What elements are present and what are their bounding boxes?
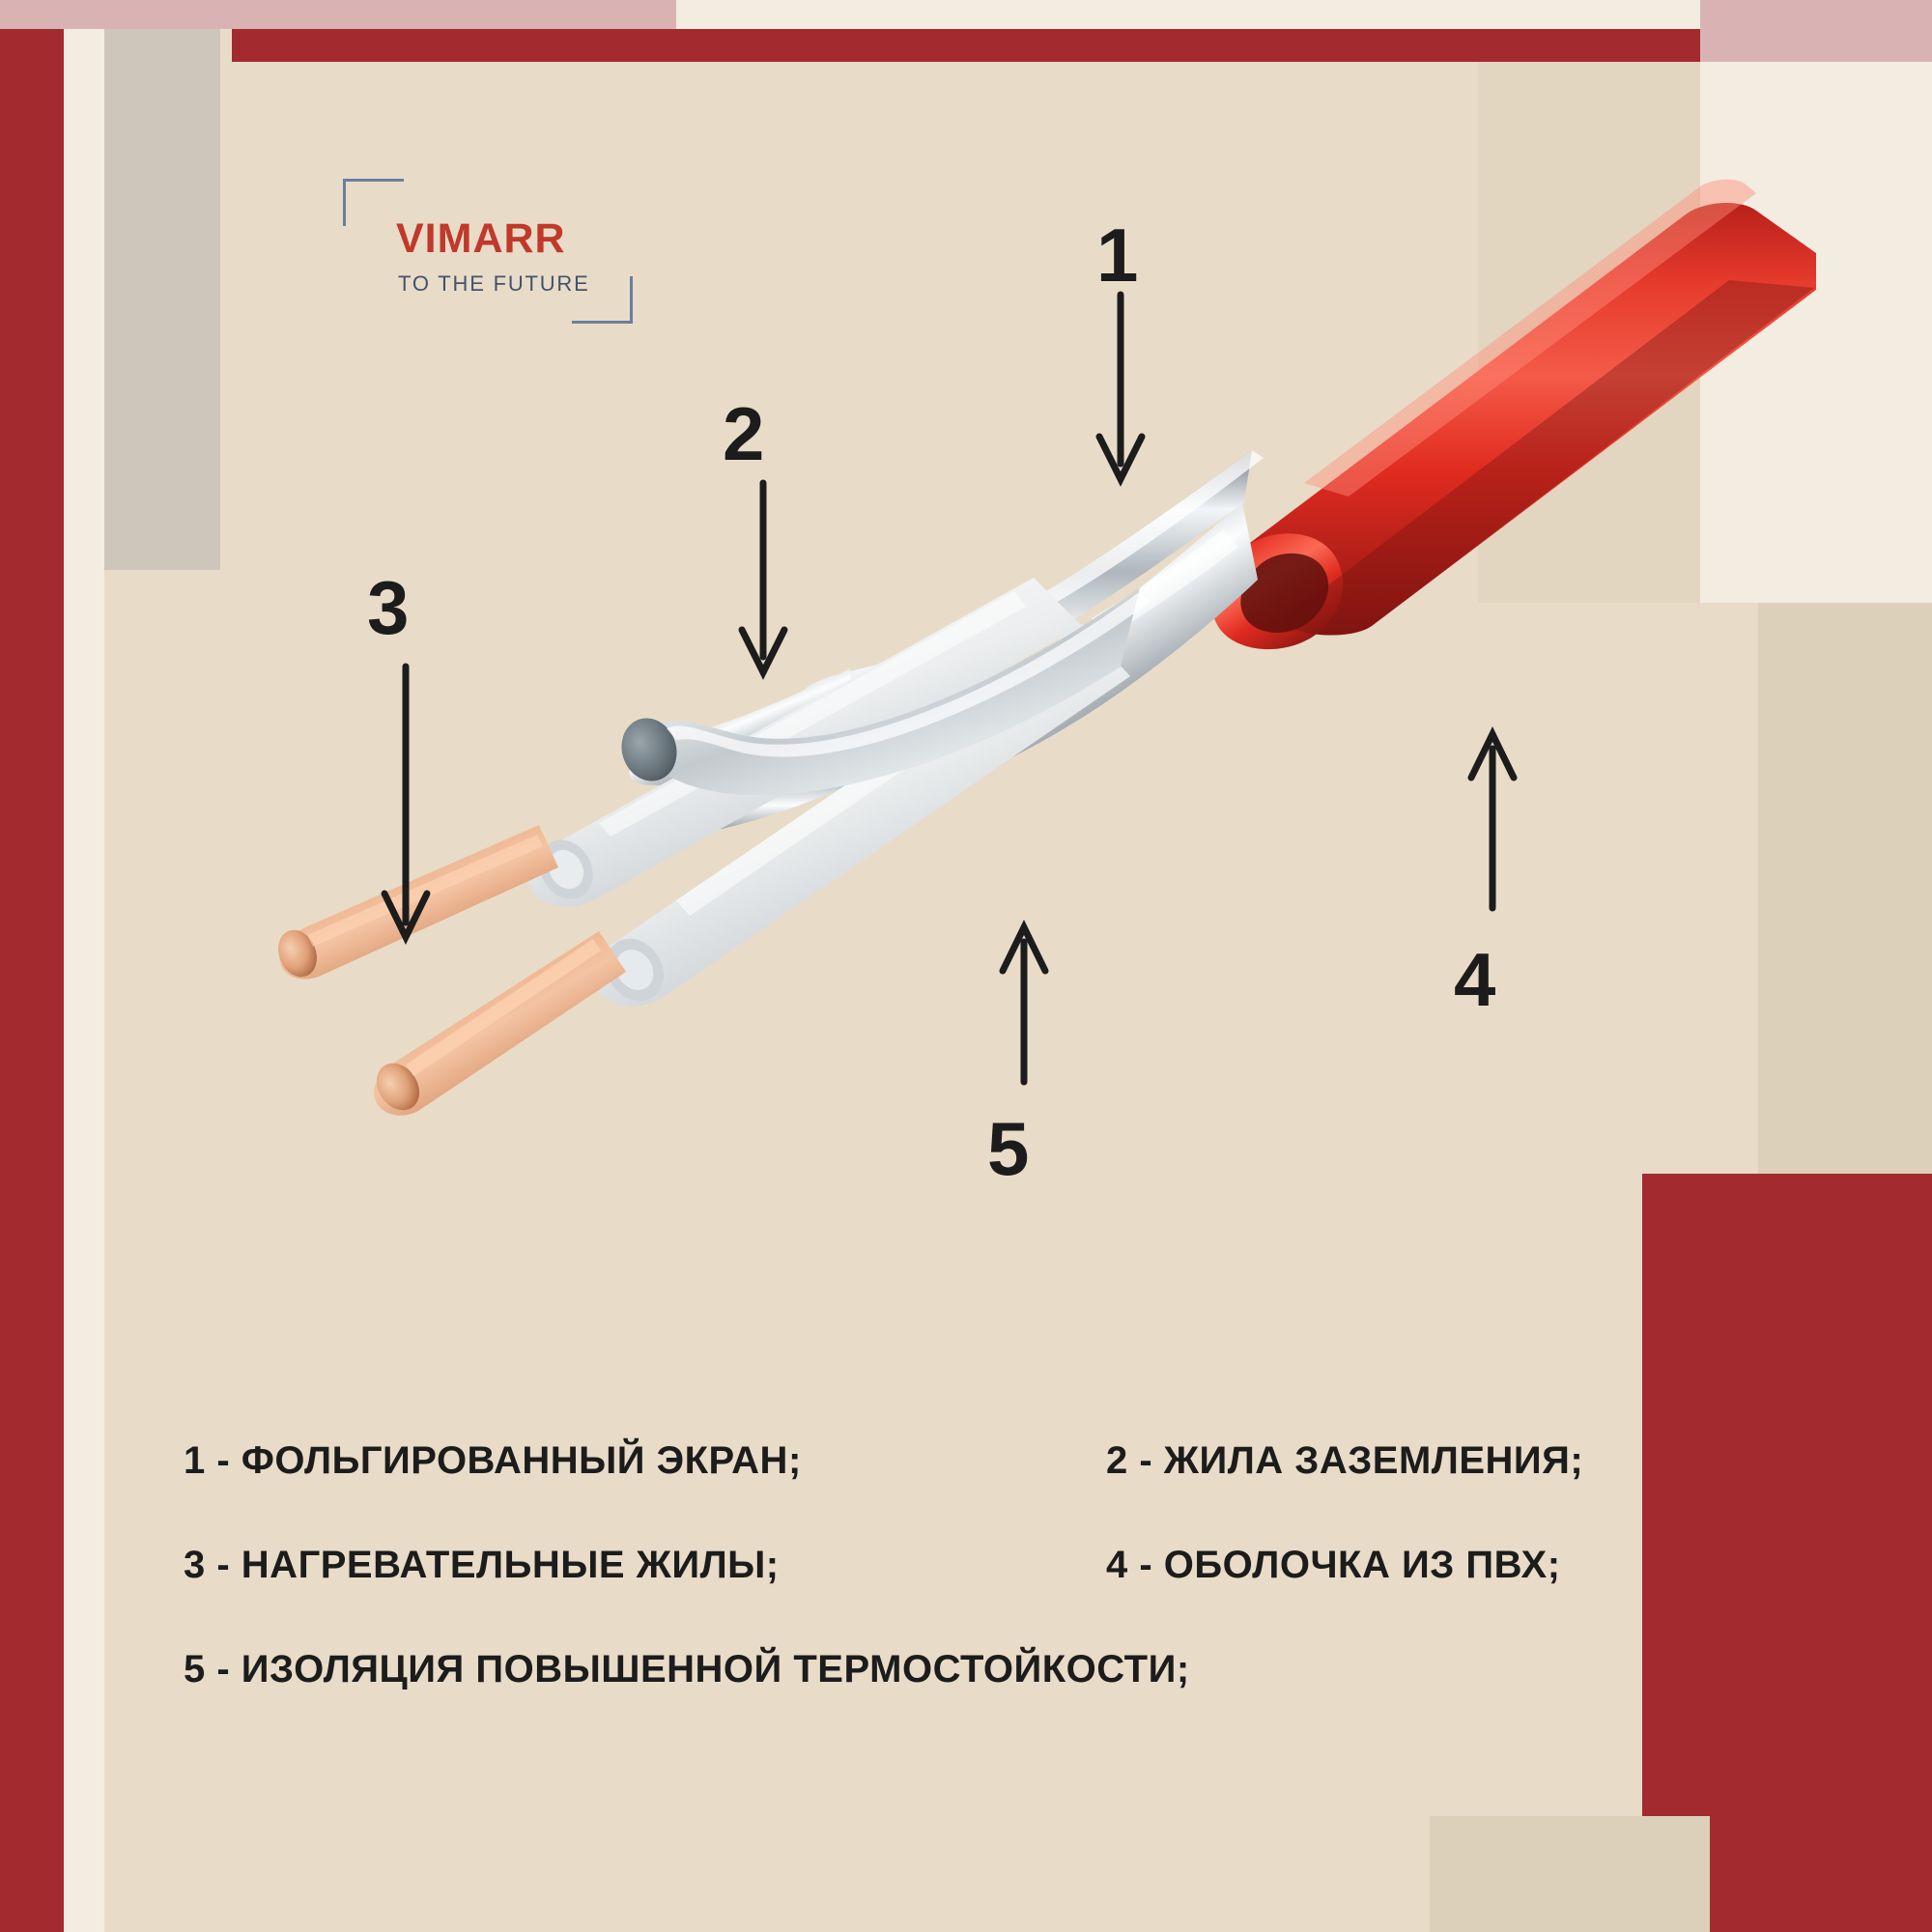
legend-item-3: 3 - НАГРЕВАТЕЛЬНЫЕ ЖИЛЫ; — [184, 1544, 780, 1586]
pvc-sheath-layer — [1211, 180, 1816, 649]
legend-item-4: 4 - ОБОЛОЧКА ИЗ ПВХ; — [1106, 1544, 1561, 1586]
legend — [184, 1439, 1729, 1752]
logo-wordmark: VIMARR — [396, 215, 566, 262]
logo-tagline: TO THE FUTURE — [398, 271, 590, 296]
callout-number-2: 2 — [723, 391, 765, 476]
heat-resistant-insulation-layer — [528, 578, 1130, 1012]
legend-row — [184, 1648, 1729, 1752]
callout-number-5: 5 — [987, 1106, 1030, 1191]
callout-number-4: 4 — [1454, 937, 1496, 1022]
callout-number-1: 1 — [1096, 213, 1139, 298]
legend-item-5: 5 - ИЗОЛЯЦИЯ ПОВЫШЕННОЙ ТЕРМОСТОЙКОСТИ; — [184, 1648, 1190, 1690]
legend-item-1: 1 - ФОЛЬГИРОВАННЫЙ ЭКРАН; — [184, 1439, 802, 1482]
callout-number-3: 3 — [367, 565, 410, 650]
legend-item-2: 2 - ЖИЛА ЗАЗЕМЛЕНИЯ; — [1106, 1439, 1584, 1482]
legend-row — [184, 1544, 1729, 1648]
legend-row — [184, 1439, 1729, 1544]
